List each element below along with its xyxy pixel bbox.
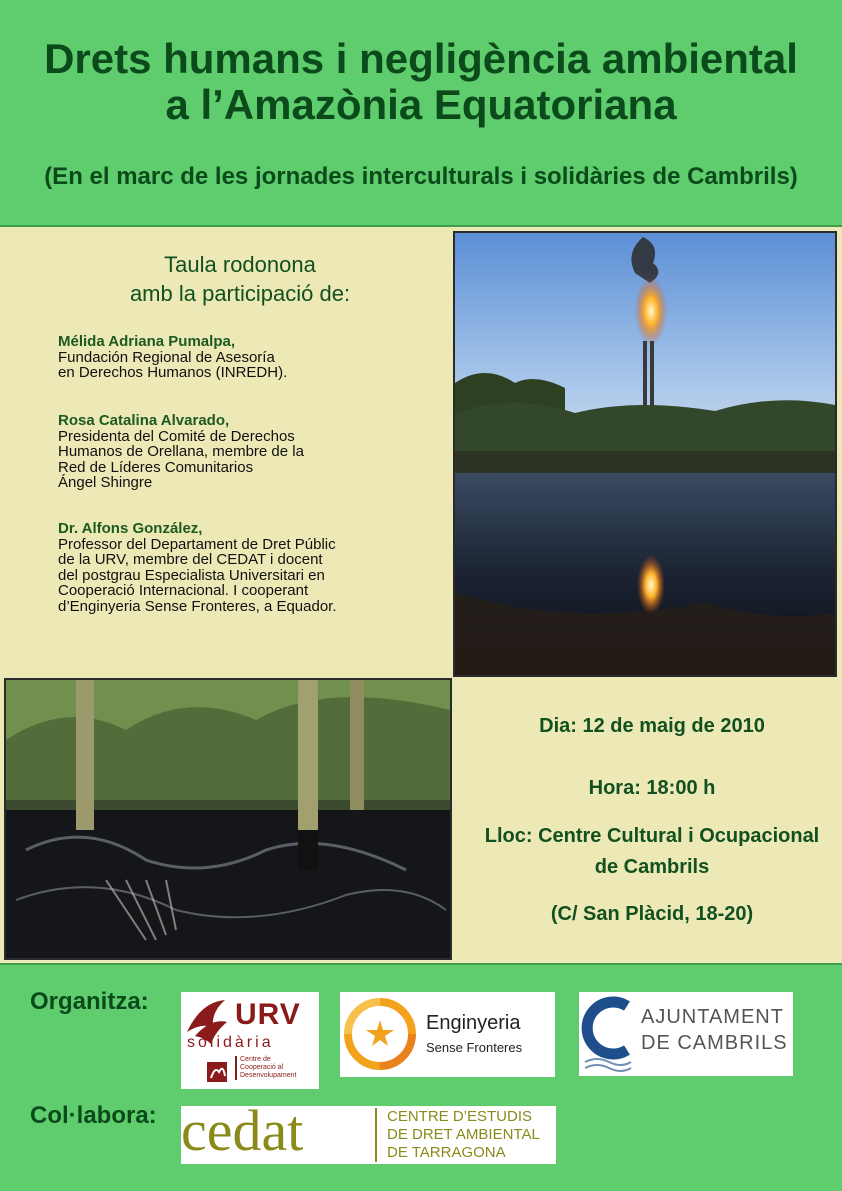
- participant-desc-line: Fundación Regional de Asesoría: [58, 348, 275, 366]
- round-table-heading-line-2: amb la participació de:: [129, 281, 351, 306]
- organizers-label: Organitza:: [30, 988, 149, 1015]
- participant-3: [58, 521, 438, 614]
- participant-name: Dr. Alfons González,: [58, 520, 203, 537]
- participant-name: Mélida Adriana Pumalpa,: [58, 333, 235, 350]
- collaborators-label: Col·labora:: [30, 1102, 157, 1129]
- urv-logo-main: URV: [235, 998, 301, 1031]
- event-time: Hora: 18:00 h: [588, 777, 716, 799]
- participant-name: Rosa Catalina Alvarado,: [58, 412, 230, 429]
- oil-spill-forest-photo-illustration: [6, 680, 450, 958]
- participant-desc-line: del postgrau Especialista Universitari en: [58, 566, 325, 584]
- event-place-line-1: Lloc: Centre Cultural i Ocupacional: [484, 825, 820, 847]
- participant-1: [58, 334, 438, 381]
- urv-logo-tagline: [235, 1056, 319, 1080]
- participant-desc-line: Cooperació Internacional. I cooperant: [58, 582, 309, 599]
- cedat-text-line: CENTRE D’ESTUDIS: [387, 1108, 533, 1125]
- cedat-logo-text: [387, 1108, 540, 1162]
- participant-desc-line: en Derechos Humanos (INREDH).: [58, 364, 288, 381]
- round-table-heading-line-1: Taula rodonona: [164, 252, 316, 277]
- header-band: [0, 0, 842, 226]
- urv-tagline-line: Desenvolupament: [240, 1072, 297, 1079]
- title-line-1: Drets humans i negligència ambiental: [44, 35, 798, 82]
- cedat-logo-word: cedat: [181, 1106, 304, 1163]
- participant-2: [58, 413, 438, 491]
- participant-desc-line: d’Enginyeria Sense Fronteres, a Equador.: [58, 597, 337, 615]
- title-line-2: a l’Amazònia Equatoriana: [165, 81, 677, 128]
- urv-tagline-line: Cooperació al: [240, 1064, 284, 1071]
- esf-star-icon: [344, 998, 416, 1070]
- cambrils-c-icon: [581, 994, 633, 1074]
- oil-spill-forest-photo: [4, 678, 452, 960]
- round-table-heading: [40, 250, 440, 308]
- esf-logo: [340, 992, 555, 1077]
- esf-logo-line-2: Sense Fronteres: [426, 1040, 523, 1055]
- event-place-line-2: de Cambrils: [594, 856, 710, 878]
- ajuntament-logo-line-2: DE CAMBRILS: [641, 1032, 788, 1054]
- participant-desc-line: de la URV, membre del CEDAT i docent: [58, 551, 323, 568]
- urv-tagline-line: Centre de: [240, 1056, 271, 1063]
- cedat-text-line: DE TARRAGONA: [387, 1144, 506, 1161]
- urv-logo-sub: solidària: [187, 1034, 274, 1051]
- participant-desc-line: Red de Líderes Comunitarios: [58, 458, 254, 476]
- ajuntament-cambrils-logo: [579, 992, 793, 1076]
- urv-solidaria-logo: [181, 992, 319, 1089]
- page-subtitle: (En el marc de les jornades interculturals i solidàries de Cambrils): [44, 163, 798, 190]
- cedat-logo: [181, 1106, 556, 1164]
- participant-desc-line: Professor del Departament de Dret Públic: [58, 535, 336, 553]
- cedat-text-line: DE DRET AMBIENTAL: [387, 1126, 540, 1143]
- event-address: (C/ San Plàcid, 18-20): [550, 903, 754, 925]
- flare-stack-photo-illustration: [455, 233, 835, 675]
- event-date: Dia: 12 de maig de 2010: [539, 715, 765, 737]
- page-title: [0, 36, 842, 128]
- flare-stack-photo: [453, 231, 837, 677]
- esf-logo-line-1: Enginyeria: [426, 1012, 521, 1034]
- participant-desc-line: Presidenta del Comité de Derechos: [58, 427, 295, 445]
- ajuntament-logo-line-1: AJUNTAMENT: [641, 1006, 784, 1028]
- participant-desc-line: Ángel Shingre: [58, 474, 153, 491]
- participant-desc-line: Humanos de Orellana, membre de la: [58, 443, 304, 460]
- cedat-logo-divider: [375, 1108, 377, 1162]
- divider: [0, 963, 842, 965]
